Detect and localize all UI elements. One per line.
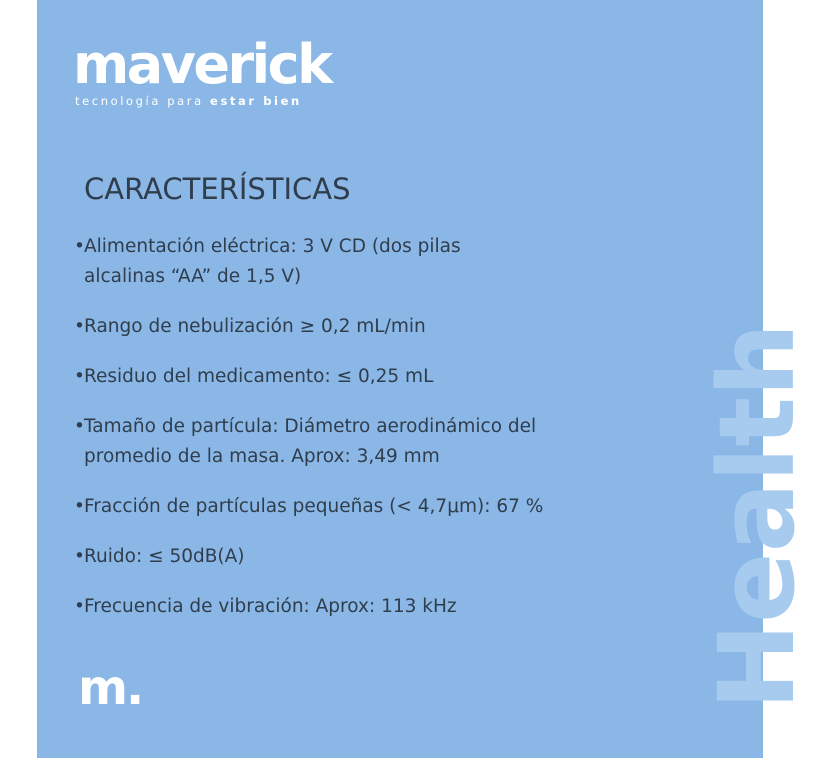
feature-text: Fracción de partículas pequeñas (< 4,7μm): 67 % (84, 496, 544, 517)
feature-text: Rango de nebulización ≥ 0,2 mL/min (84, 316, 426, 337)
feature-text: Alimentación eléctrica: 3 V CD (dos pilas alcalinas “AA” de 1,5 V) (84, 236, 461, 287)
brand-logo (73, 34, 331, 108)
bullet-icon: • (74, 316, 85, 337)
tagline-prefix: tecnología para (75, 94, 211, 108)
section-heading: CARACTERÍSTICAS (84, 172, 351, 206)
feature-text: Ruido: ≤ 50dB(A) (84, 546, 245, 567)
feature-item-noise (74, 542, 674, 572)
bullet-icon: • (74, 366, 85, 387)
feature-item-power (74, 232, 674, 292)
watermark-text: Health (696, 322, 818, 710)
feature-item-particle-size (74, 412, 674, 472)
feature-item-vibration (74, 592, 674, 622)
watermark (696, 290, 818, 710)
feature-item-nebulization-rate (74, 312, 674, 342)
feature-item-residue (74, 362, 674, 392)
tagline-bold: estar bien (210, 94, 302, 108)
bullet-icon: • (74, 546, 85, 567)
feature-text: Tamaño de partícula: Diámetro aerodinámico del promedio de la masa. Aprox: 3,49 mm (84, 416, 537, 467)
feature-item-small-particles (74, 492, 674, 522)
feature-list (74, 232, 674, 642)
mini-logo: m. (78, 660, 143, 716)
brand-tagline (75, 94, 331, 108)
bullet-icon: • (74, 416, 85, 437)
brand-name: maverick (73, 33, 331, 96)
bullet-icon: • (74, 496, 85, 517)
feature-text: Frecuencia de vibración: Aprox: 113 kHz (84, 596, 457, 617)
product-card (37, 0, 818, 758)
bullet-icon: • (74, 236, 85, 257)
feature-text: Residuo del medicamento: ≤ 0,25 mL (84, 366, 434, 387)
bullet-icon: • (74, 596, 85, 617)
